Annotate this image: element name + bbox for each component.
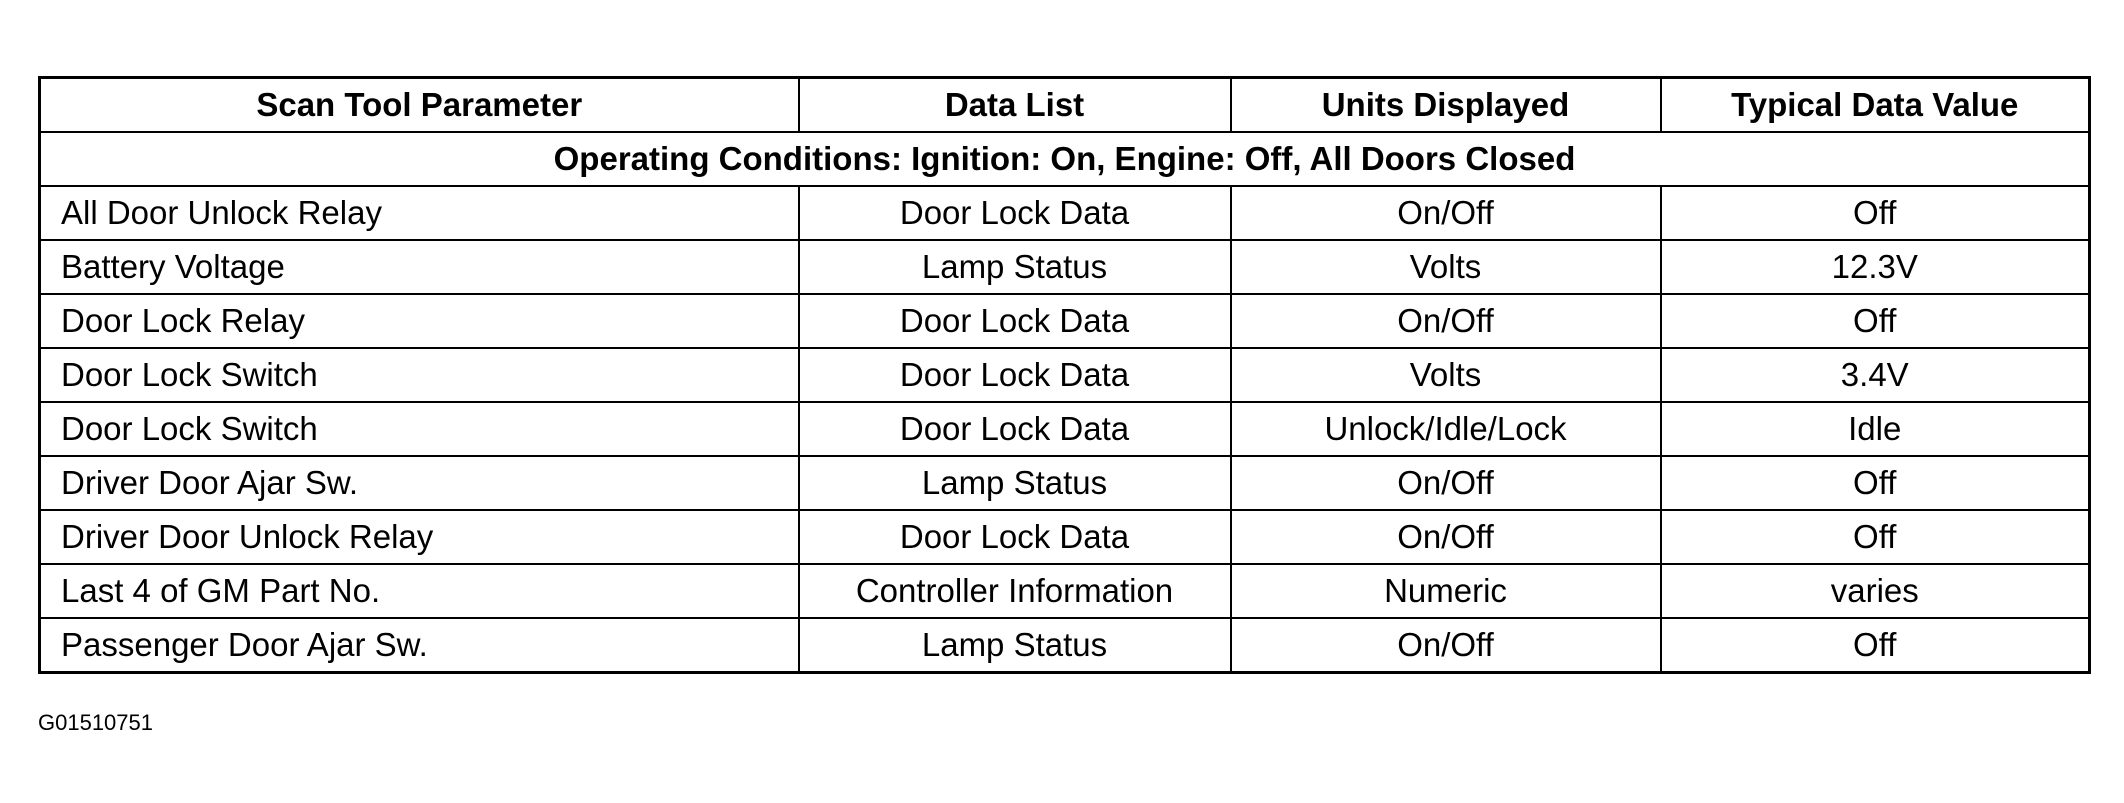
table-row <box>40 348 2090 402</box>
cell-parameter: All Door Unlock Relay <box>40 186 799 240</box>
table-row <box>40 294 2090 348</box>
cell-units: On/Off <box>1231 294 1661 348</box>
cell-units: Unlock/Idle/Lock <box>1231 402 1661 456</box>
cell-typical-value: Off <box>1661 510 2090 564</box>
figure-id: G01510751 <box>38 710 153 735</box>
cell-parameter: Door Lock Switch <box>40 348 799 402</box>
cell-parameter: Door Lock Relay <box>40 294 799 348</box>
header-units-displayed: Units Displayed <box>1231 78 1661 133</box>
cell-typical-value: Idle <box>1661 402 2090 456</box>
cell-units: Volts <box>1231 348 1661 402</box>
cell-typical-value: varies <box>1661 564 2090 618</box>
cell-data-list: Controller Information <box>799 564 1231 618</box>
cell-data-list: Door Lock Data <box>799 186 1231 240</box>
cell-typical-value: Off <box>1661 618 2090 673</box>
operating-conditions-row <box>40 132 2090 186</box>
cell-parameter: Last 4 of GM Part No. <box>40 564 799 618</box>
cell-parameter: Door Lock Switch <box>40 402 799 456</box>
cell-units: On/Off <box>1231 510 1661 564</box>
cell-units: On/Off <box>1231 456 1661 510</box>
table-row <box>40 240 2090 294</box>
cell-typical-value: 12.3V <box>1661 240 2090 294</box>
cell-units: On/Off <box>1231 186 1661 240</box>
table-row <box>40 564 2090 618</box>
cell-data-list: Door Lock Data <box>799 294 1231 348</box>
table-row <box>40 618 2090 673</box>
table-header-row <box>40 78 2090 133</box>
cell-data-list: Door Lock Data <box>799 348 1231 402</box>
cell-units: Numeric <box>1231 564 1661 618</box>
cell-typical-value: Off <box>1661 456 2090 510</box>
cell-units: On/Off <box>1231 618 1661 673</box>
cell-parameter: Driver Door Ajar Sw. <box>40 456 799 510</box>
table-row <box>40 456 2090 510</box>
cell-data-list: Lamp Status <box>799 240 1231 294</box>
cell-data-list: Lamp Status <box>799 618 1231 673</box>
cell-typical-value: 3.4V <box>1661 348 2090 402</box>
header-data-list: Data List <box>799 78 1231 133</box>
scan-tool-data-table <box>38 76 2091 674</box>
cell-data-list: Door Lock Data <box>799 510 1231 564</box>
operating-conditions: Operating Conditions: Ignition: On, Engine: Off, All Doors Closed <box>40 132 2090 186</box>
cell-parameter: Driver Door Unlock Relay <box>40 510 799 564</box>
cell-data-list: Door Lock Data <box>799 402 1231 456</box>
cell-typical-value: Off <box>1661 294 2090 348</box>
cell-units: Volts <box>1231 240 1661 294</box>
cell-parameter: Battery Voltage <box>40 240 799 294</box>
header-scan-tool-parameter: Scan Tool Parameter <box>40 78 799 133</box>
cell-data-list: Lamp Status <box>799 456 1231 510</box>
cell-typical-value: Off <box>1661 186 2090 240</box>
header-typical-data-value: Typical Data Value <box>1661 78 2090 133</box>
cell-parameter: Passenger Door Ajar Sw. <box>40 618 799 673</box>
table-row <box>40 186 2090 240</box>
table-row <box>40 510 2090 564</box>
table-row <box>40 402 2090 456</box>
